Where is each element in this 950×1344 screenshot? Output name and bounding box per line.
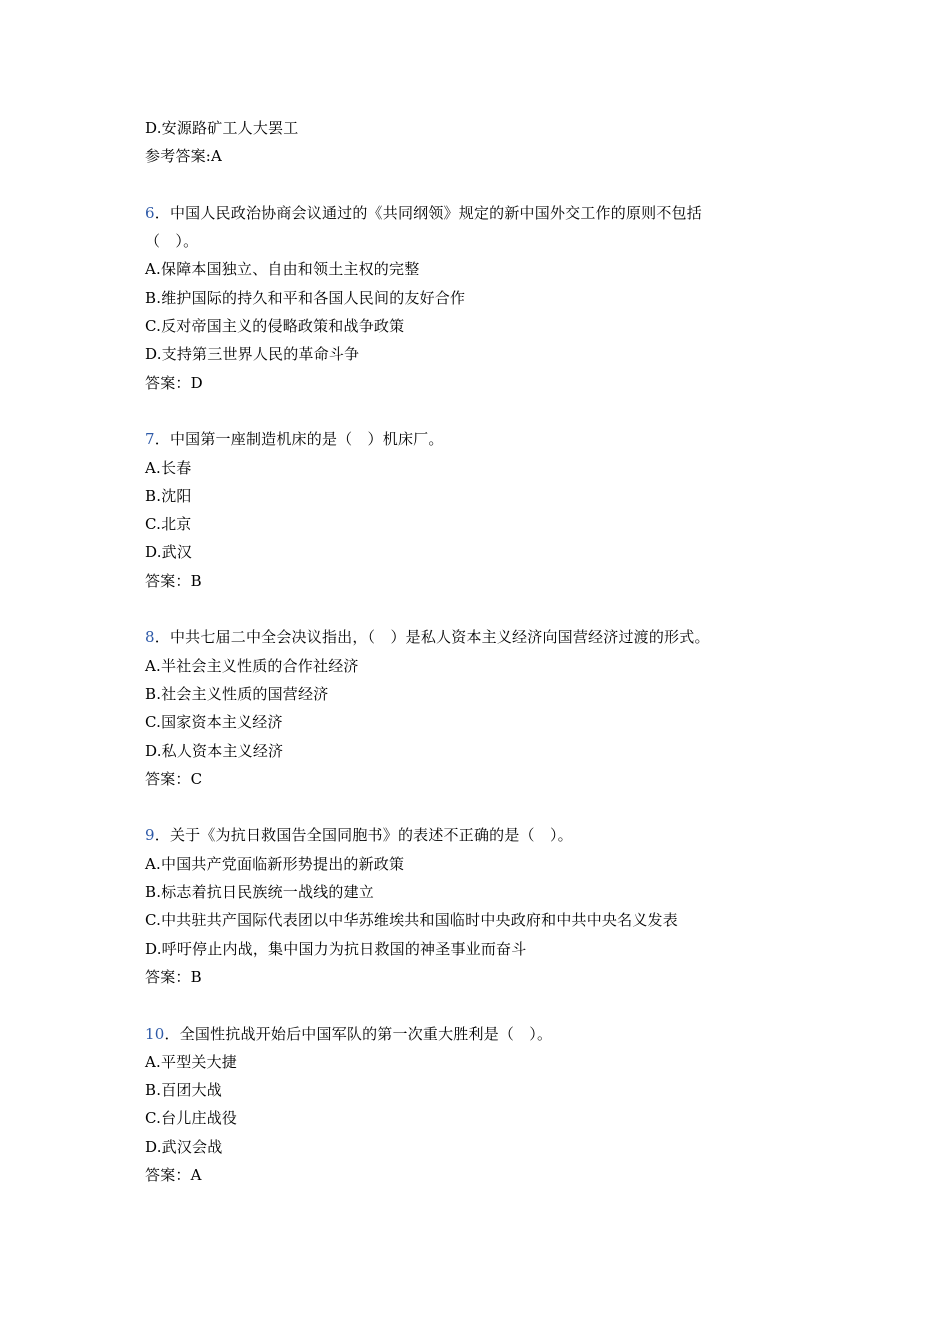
question-stem: [145, 425, 825, 453]
option-c: C.反对帝国主义的侵略政策和战争政策: [145, 317, 405, 336]
question-stem: [145, 199, 825, 227]
question-text: ．中国第一座制造机床的是（ ）机床厂。: [154, 430, 444, 449]
question-text: ．中国人民政治协商会议通过的《共同纲领》规定的新中国外交工作的原则不包括: [154, 203, 702, 222]
question-stem: [145, 1020, 825, 1048]
question-number: 6: [145, 203, 155, 222]
option-c: C.台儿庄战役: [145, 1109, 238, 1128]
option-d: D.呼吁停止内战，集中国力为抗日救国的神圣事业而奋斗: [145, 939, 527, 958]
option-d: D.私人资本主义经济: [145, 741, 284, 760]
question-stem: [145, 821, 825, 849]
question-number: 8: [145, 628, 155, 647]
option-a: A.半社会主义性质的合作社经济: [145, 656, 359, 675]
answer-line: 答案：C: [145, 769, 203, 788]
question-text: ．全国性抗战开始后中国军队的第一次重大胜利是（ ）。: [164, 1024, 553, 1043]
question-number: 9: [145, 826, 155, 845]
option-c: C.北京: [145, 515, 192, 534]
option-a: A.保障本国独立、自由和领土主权的完整: [145, 260, 420, 279]
option-b: B.维护国际的持久和平和各国人民间的友好合作: [145, 288, 466, 307]
option-c: C.中共驻共产国际代表团以中华苏维埃共和国临时中央政府和中共中央名义发表: [145, 911, 678, 930]
question-10: [145, 1020, 825, 1190]
answer-line: 答案：D: [145, 373, 203, 392]
question-text: ．关于《为抗日救国告全国同胞书》的表述不正确的是（ ）。: [154, 826, 573, 845]
question-5-tail: [145, 114, 825, 171]
question-number: 7: [145, 430, 155, 449]
option-d: D.武汉会战: [145, 1137, 223, 1156]
answer-line: 答案：A: [145, 1165, 202, 1184]
option-d: D.武汉: [145, 543, 193, 562]
question-stem: [145, 623, 825, 651]
option-c: C.国家资本主义经济: [145, 713, 283, 732]
option-a: A.平型关大捷: [145, 1052, 238, 1071]
question-9: [145, 821, 825, 991]
option-b: B.百团大战: [145, 1081, 222, 1100]
question-stem-continued: （ ）。: [145, 232, 199, 251]
answer-line: 答案：B: [145, 967, 202, 986]
question-8: [145, 623, 825, 793]
question-7: [145, 425, 825, 595]
question-text: ．中共七届二中全会决议指出，（ ）是私人资本主义经济向国营经济过渡的形式。: [154, 628, 710, 647]
option-d: D.支持第三世界人民的革命斗争: [145, 345, 360, 364]
question-number: 10: [145, 1024, 165, 1043]
answer-line: 参考答案:A: [145, 147, 223, 166]
option-b: B.沈阳: [145, 486, 192, 505]
question-6: [145, 199, 825, 397]
document-content: [145, 114, 825, 1189]
option-b: B.社会主义性质的国营经济: [145, 684, 329, 703]
option-b: B.标志着抗日民族统一战线的建立: [145, 883, 374, 902]
option-a: A.中国共产党面临新形势提出的新政策: [145, 854, 405, 873]
answer-line: 答案：B: [145, 571, 202, 590]
option-a: A.长春: [145, 458, 192, 477]
option-d: D.安源路矿工人大罢工: [145, 119, 299, 137]
